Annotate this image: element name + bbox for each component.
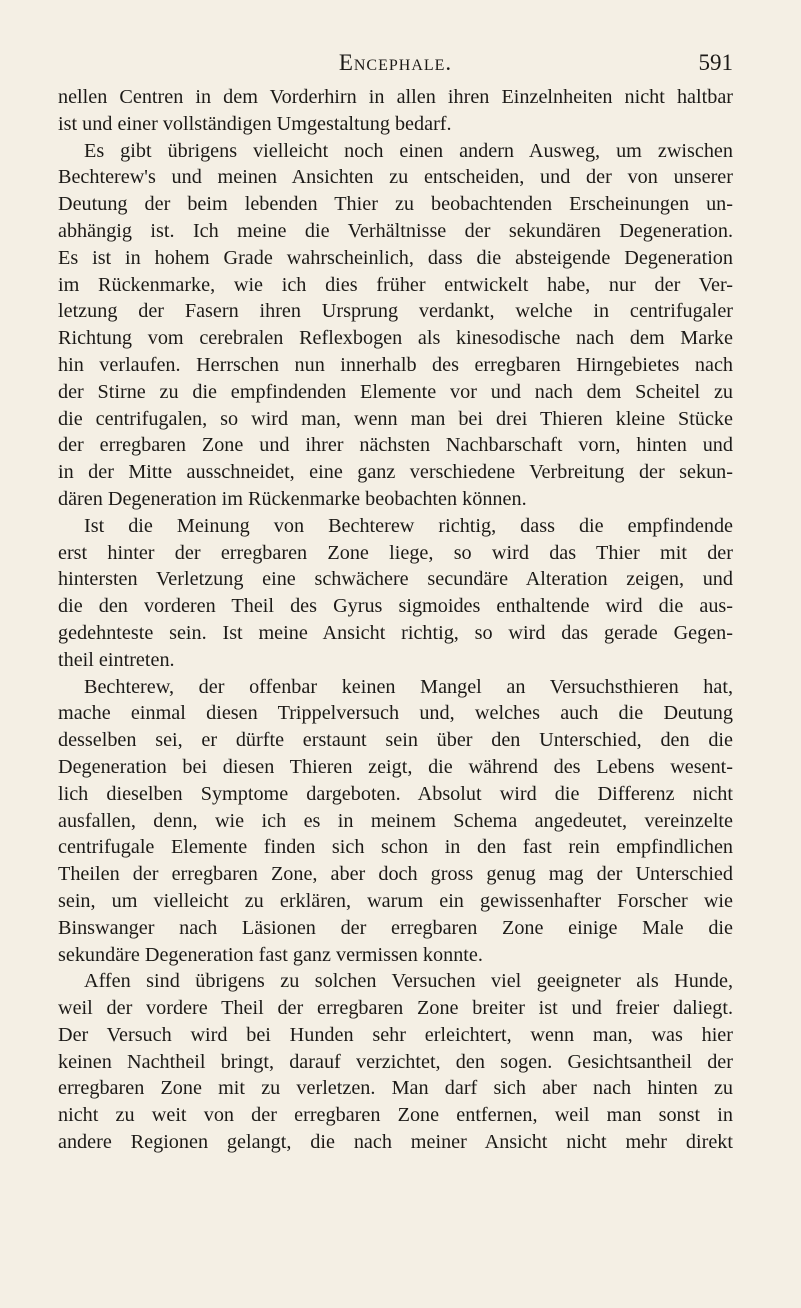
text-line: abhängig ist. Ich meine die Verhältnisse der sekundären Degeneration.: [58, 219, 733, 242]
text-line: andere Regionen gelangt, die nach meiner Ansicht nicht mehr direkt: [58, 1131, 733, 1154]
text-line: lich dieselben Symptome dargeboten. Absolut wird die Differenz nicht: [58, 782, 733, 805]
text-line: erst hinter der erregbaren Zone liege, so wird das Thier mit der: [58, 541, 733, 564]
text-line: Affen sind übrigens zu solchen Versuchen viel geeigneter als Hunde,: [84, 970, 733, 993]
text-line: die centrifugalen, so wird man, wenn man bei drei Thieren kleine Stücke: [58, 407, 733, 430]
running-title: Encephale.: [338, 50, 453, 75]
text-line: theil eintreten.: [58, 648, 175, 671]
text-line: mache einmal diesen Trippelversuch und, welches auch die Deutung: [58, 702, 733, 725]
text-line: die den vorderen Theil des Gyrus sigmoides enthaltende wird die aus-: [58, 595, 733, 618]
text-line: gedehnteste sein. Ist meine Ansicht richtig, so wird das gerade Gegen-: [58, 621, 733, 644]
text-line: Degeneration bei diesen Thieren zeigt, die während des Lebens wesent-: [58, 755, 733, 778]
text-line: ist und einer vollständigen Umgestaltung bedarf.: [58, 112, 452, 135]
text-line: sein, um vielleicht zu erklären, warum ein gewissenhafter Forscher wie: [58, 889, 733, 912]
text-line: ausfallen, denn, wie ich es in meinem Schema angedeutet, vereinzelte: [58, 809, 733, 832]
text-line: Der Versuch wird bei Hunden sehr erleichtert, wenn man, was hier: [58, 1023, 733, 1046]
text-line: centrifugale Elemente finden sich schon in den fast rein empfindlichen: [58, 836, 733, 859]
text-line: Bechterew's und meinen Ansichten zu entscheiden, und der von unserer: [58, 166, 733, 189]
text-line: Es gibt übrigens vielleicht noch einen andern Ausweg, um zwischen: [84, 139, 733, 162]
text-line: Richtung vom cerebralen Reflexbogen als kinesodische nach dem Marke: [58, 327, 733, 350]
text-line: der erregbaren Zone und ihrer nächsten Nachbarschaft vorn, hinten und: [58, 434, 733, 457]
text-line: im Rückenmarke, wie ich dies früher entwickelt habe, nur der Ver-: [58, 273, 733, 296]
text-line: nicht zu weit von der erregbaren Zone entfernen, weil man sonst in: [58, 1104, 733, 1127]
text-line: sekundäre Degeneration fast ganz vermissen konnte.: [58, 943, 483, 966]
text-line: Binswanger nach Läsionen der erregbaren Zone einige Male die: [58, 916, 733, 939]
text-line: Theilen der erregbaren Zone, aber doch gross genug mag der Unterschied: [58, 863, 733, 886]
running-head: [58, 50, 733, 84]
text-line: hin verlaufen. Herrschen nun innerhalb des erregbaren Hirngebietes nach: [58, 353, 733, 376]
page-number: 591: [698, 50, 733, 75]
text-line: Es ist in hohem Grade wahrscheinlich, dass die absteigende Degeneration: [58, 246, 733, 269]
text-line: hintersten Verletzung eine schwächere secundäre Alteration zeigen, und: [58, 568, 733, 591]
text-line: keinen Nachtheil bringt, darauf verzichtet, den sogen. Gesichtsantheil der: [58, 1050, 733, 1073]
text-line: nellen Centren in dem Vorderhirn in allen ihren Einzelnheiten nicht haltbar: [58, 86, 733, 108]
text-line: desselben sei, er dürfte erstaunt sein über den Unterschied, den die: [58, 729, 733, 752]
body-text: [58, 84, 733, 1156]
text-line: in der Mitte ausschneidet, eine ganz verschiedene Verbreitung der sekun-: [58, 461, 733, 484]
text-line: weil der vordere Theil der erregbaren Zone breiter ist und freier daliegt.: [58, 997, 733, 1020]
text-line: Bechterew, der offenbar keinen Mangel an Versuchsthieren hat,: [84, 675, 733, 698]
text-line: dären Degeneration im Rückenmarke beobachten können.: [58, 487, 527, 510]
text-line: der Stirne zu die empfindenden Elemente vor und nach dem Scheitel zu: [58, 380, 733, 403]
text-line: Ist die Meinung von Bechterew richtig, dass die empfindende: [84, 514, 733, 537]
text-line: letzung der Fasern ihren Ursprung verdankt, welche in centrifugaler: [58, 300, 733, 323]
text-line: Deutung der beim lebenden Thier zu beobachtenden Erscheinungen un-: [58, 193, 733, 216]
text-line: erregbaren Zone mit zu verletzen. Man darf sich aber nach hinten zu: [58, 1077, 733, 1100]
